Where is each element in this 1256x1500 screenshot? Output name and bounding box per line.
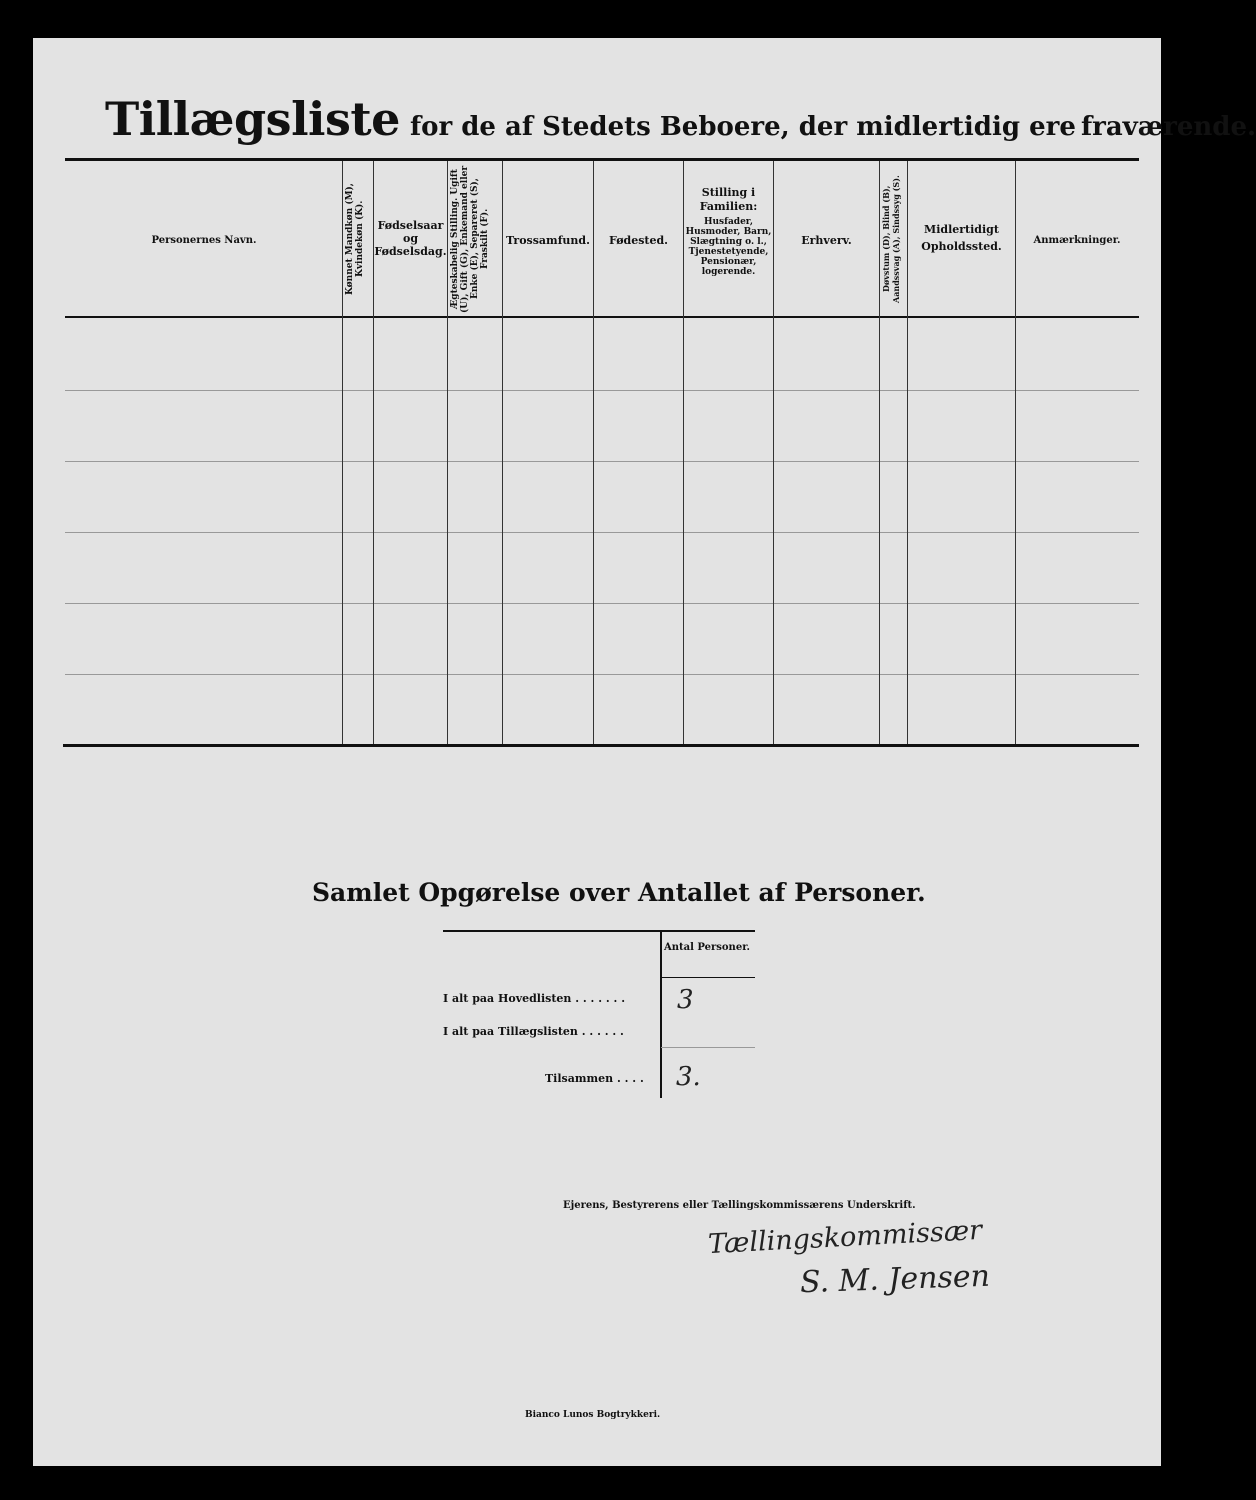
header-aegteskab: Ægteskabelig Stilling. Ugift (U), Gift (G), Enkemand eller Enke (E), Separeret (S), Fraskilt (F). (450, 165, 490, 313)
column-divider (502, 161, 503, 744)
header-anmaerkninger: Anmærkninger. (1033, 235, 1121, 246)
header-konnet: Kønnet Mandkøn (M), Kvindekøn (K). (345, 183, 365, 295)
column-divider (342, 161, 343, 744)
summary-top-rule (443, 930, 755, 932)
table-row-line (65, 532, 1139, 533)
column-divider (447, 161, 448, 744)
header-stilling-sub: Husfader, Husmoder, Barn, Slægtning o. l., Tjenestetyende, Pensionær, logerende. (685, 217, 772, 277)
header-dovstum: Døvstum (D), Blind (B), Aandssvag (A), Sindssyg (S). (881, 175, 901, 303)
signature-line1: Tællingskommissær (707, 1214, 983, 1261)
signature-caption: Ejerens, Bestyrerens eller Tællingskommissærens Underskrift. (563, 1200, 916, 1211)
column-divider (879, 161, 880, 744)
title-rest: for de af Stedets Beboere, der midlertidig ere (409, 112, 1076, 142)
table-header-rule (65, 316, 1139, 318)
header-fodsel (374, 219, 447, 258)
column-divider (773, 161, 774, 744)
summary-title: Samlet Opgørelse over Antallet af Personer. (312, 878, 926, 907)
form-title (105, 92, 1256, 146)
table-bottom-rule (63, 744, 1139, 747)
header-fodested: Fødested. (608, 234, 669, 247)
table-row-line (65, 603, 1139, 604)
printer-imprint: Bianco Lunos Bogtrykkeri. (525, 1410, 661, 1420)
title-main: Tillægsliste (105, 92, 400, 146)
header-ophold: Midlertidigt Opholdssted. (921, 223, 1002, 253)
header-navn: Personernes Navn. (151, 235, 257, 246)
table-row-line (65, 461, 1139, 462)
table-row-line (65, 390, 1139, 391)
table-row-line (65, 674, 1139, 675)
summary-total-rule (661, 1047, 755, 1048)
signature-line2: S. M. Jensen (799, 1258, 991, 1301)
header-tro: Trossamfund. (506, 234, 590, 247)
column-divider (1015, 161, 1016, 744)
title-emphasis: fraværende. (1080, 112, 1256, 142)
header-erhverv: Erhverv. (801, 234, 852, 247)
header-stilling-title: Stilling i Familien: (699, 186, 758, 213)
header-fodsel-text: Fødselsaar og Fødselsdag. (374, 219, 447, 258)
header-stilling (684, 186, 773, 277)
summary-column-header: Antal Personer. (663, 942, 751, 953)
summary-header-rule (661, 977, 755, 978)
summary-value-tilsammen: 3. (676, 1062, 701, 1092)
column-divider (593, 161, 594, 744)
summary-value-hovedlisten: 3 (677, 985, 694, 1015)
summary-label-tillaegslisten: I alt paa Tillægslisten . . . . . . (443, 1025, 624, 1038)
summary-label-hovedlisten: I alt paa Hovedlisten . . . . . . . (443, 992, 626, 1005)
summary-column-divider (660, 932, 662, 1098)
table-top-rule (65, 158, 1139, 161)
summary-label-tilsammen: Tilsammen . . . . (545, 1072, 644, 1085)
